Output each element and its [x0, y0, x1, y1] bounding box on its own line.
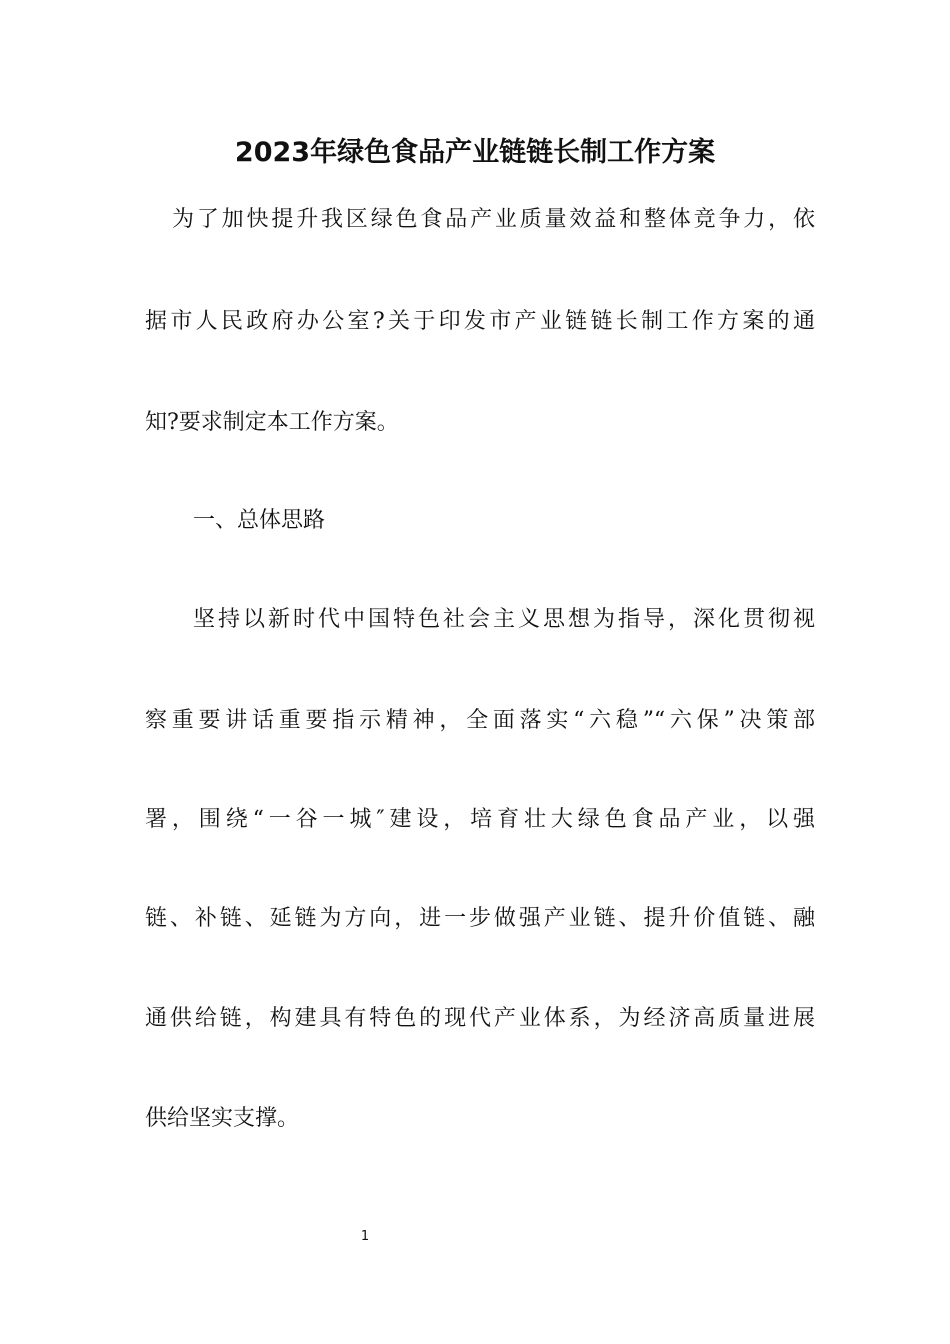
body-line-2: 察重要讲话重要指示精神，全面落实“六稳”“六保”决策部 [145, 708, 815, 733]
body-line-6: 供给坚实支撑。 [145, 1106, 300, 1131]
body-line-1: 坚持以新时代中国特色社会主义思想为指导，深化贯彻视 [193, 607, 815, 632]
page-number: 1 [360, 1229, 370, 1244]
body-line-4: 链、补链、延链为方向，进一步做强产业链、提升价值链、融 [145, 906, 815, 931]
body-line-5: 通供给链，构建具有特色的现代产业体系，为经济高质量进展 [145, 1006, 815, 1031]
intro-line-2: 据市人民政府办公室?关于印发市产业链链长制工作方案的通 [145, 309, 815, 334]
intro-line-1: 为了加快提升我区绿色食品产业质量效益和整体竞争力，依 [172, 207, 815, 232]
body-line-3: 署，围绕“一谷一城″建设，培育壮大绿色食品产业，以强 [145, 807, 815, 832]
section-heading: 一、总体思路 [193, 508, 326, 533]
document-title: 2023年绿色食品产业链链长制工作方案 [234, 137, 716, 168]
intro-line-3: 知?要求制定本工作方案。 [145, 410, 399, 435]
